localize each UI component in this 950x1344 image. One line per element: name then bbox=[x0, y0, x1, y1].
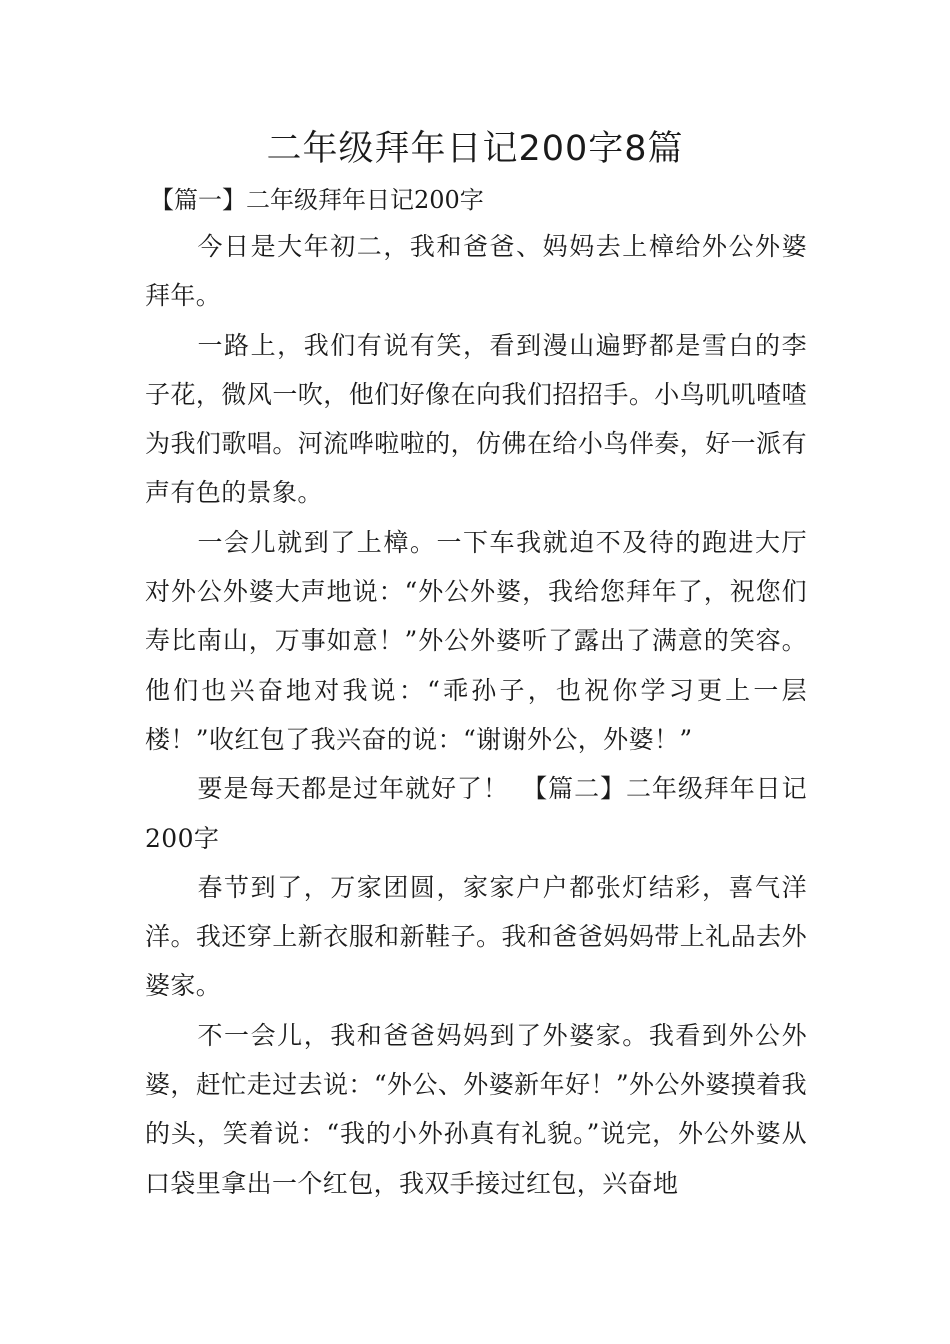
paragraph: 一会儿就到了上樟。一下车我就迫不及待的跑进大厅对外公外婆大声地说：“外公外婆，我给您拜年了，祝您们寿比南山，万事如意！”外公外婆听了露出了满意的笑容。他们也兴奋地对我说：“乖孙子，也祝你学习更上一层楼！”收红包了我兴奋的说：“谢谢外公，外婆！” bbox=[145, 527, 807, 754]
paragraph: 要是每天都是过年就好了！ 【篇二】二年级拜年日记200字 bbox=[145, 774, 807, 853]
paragraph: 一路上，我们有说有笑，看到漫山遍野都是雪白的李子花，微风一吹，他们好像在向我们招招手。小鸟叽叽喳喳为我们歌唱。河流哗啦啦的，仿佛在给小鸟伴奏，好一派有声有色的景象。 bbox=[145, 330, 807, 508]
paragraph: 今日是大年初二，我和爸爸、妈妈去上樟给外公外婆拜年。 bbox=[145, 232, 807, 311]
paragraph: 春节到了，万家团圆，家家户户都张灯结彩，喜气洋洋。我还穿上新衣服和新鞋子。我和爸爸妈妈带上礼品去外婆家。 bbox=[145, 872, 807, 1001]
document-title: 二年级拜年日记200字8篇 bbox=[266, 129, 684, 169]
paragraph: 不一会儿，我和爸爸妈妈到了外婆家。我看到外公外婆，赶忙走过去说：“外公、外婆新年好！”外公外婆摸着我的头，笑着说：“我的小外孙真有礼貌。”说完，外公外婆从口袋里拿出一个红包，我双手接过红包，兴奋地 bbox=[145, 1020, 807, 1198]
document-body bbox=[145, 222, 807, 1208]
section-heading: 【篇一】二年级拜年日记200字 bbox=[150, 186, 484, 214]
